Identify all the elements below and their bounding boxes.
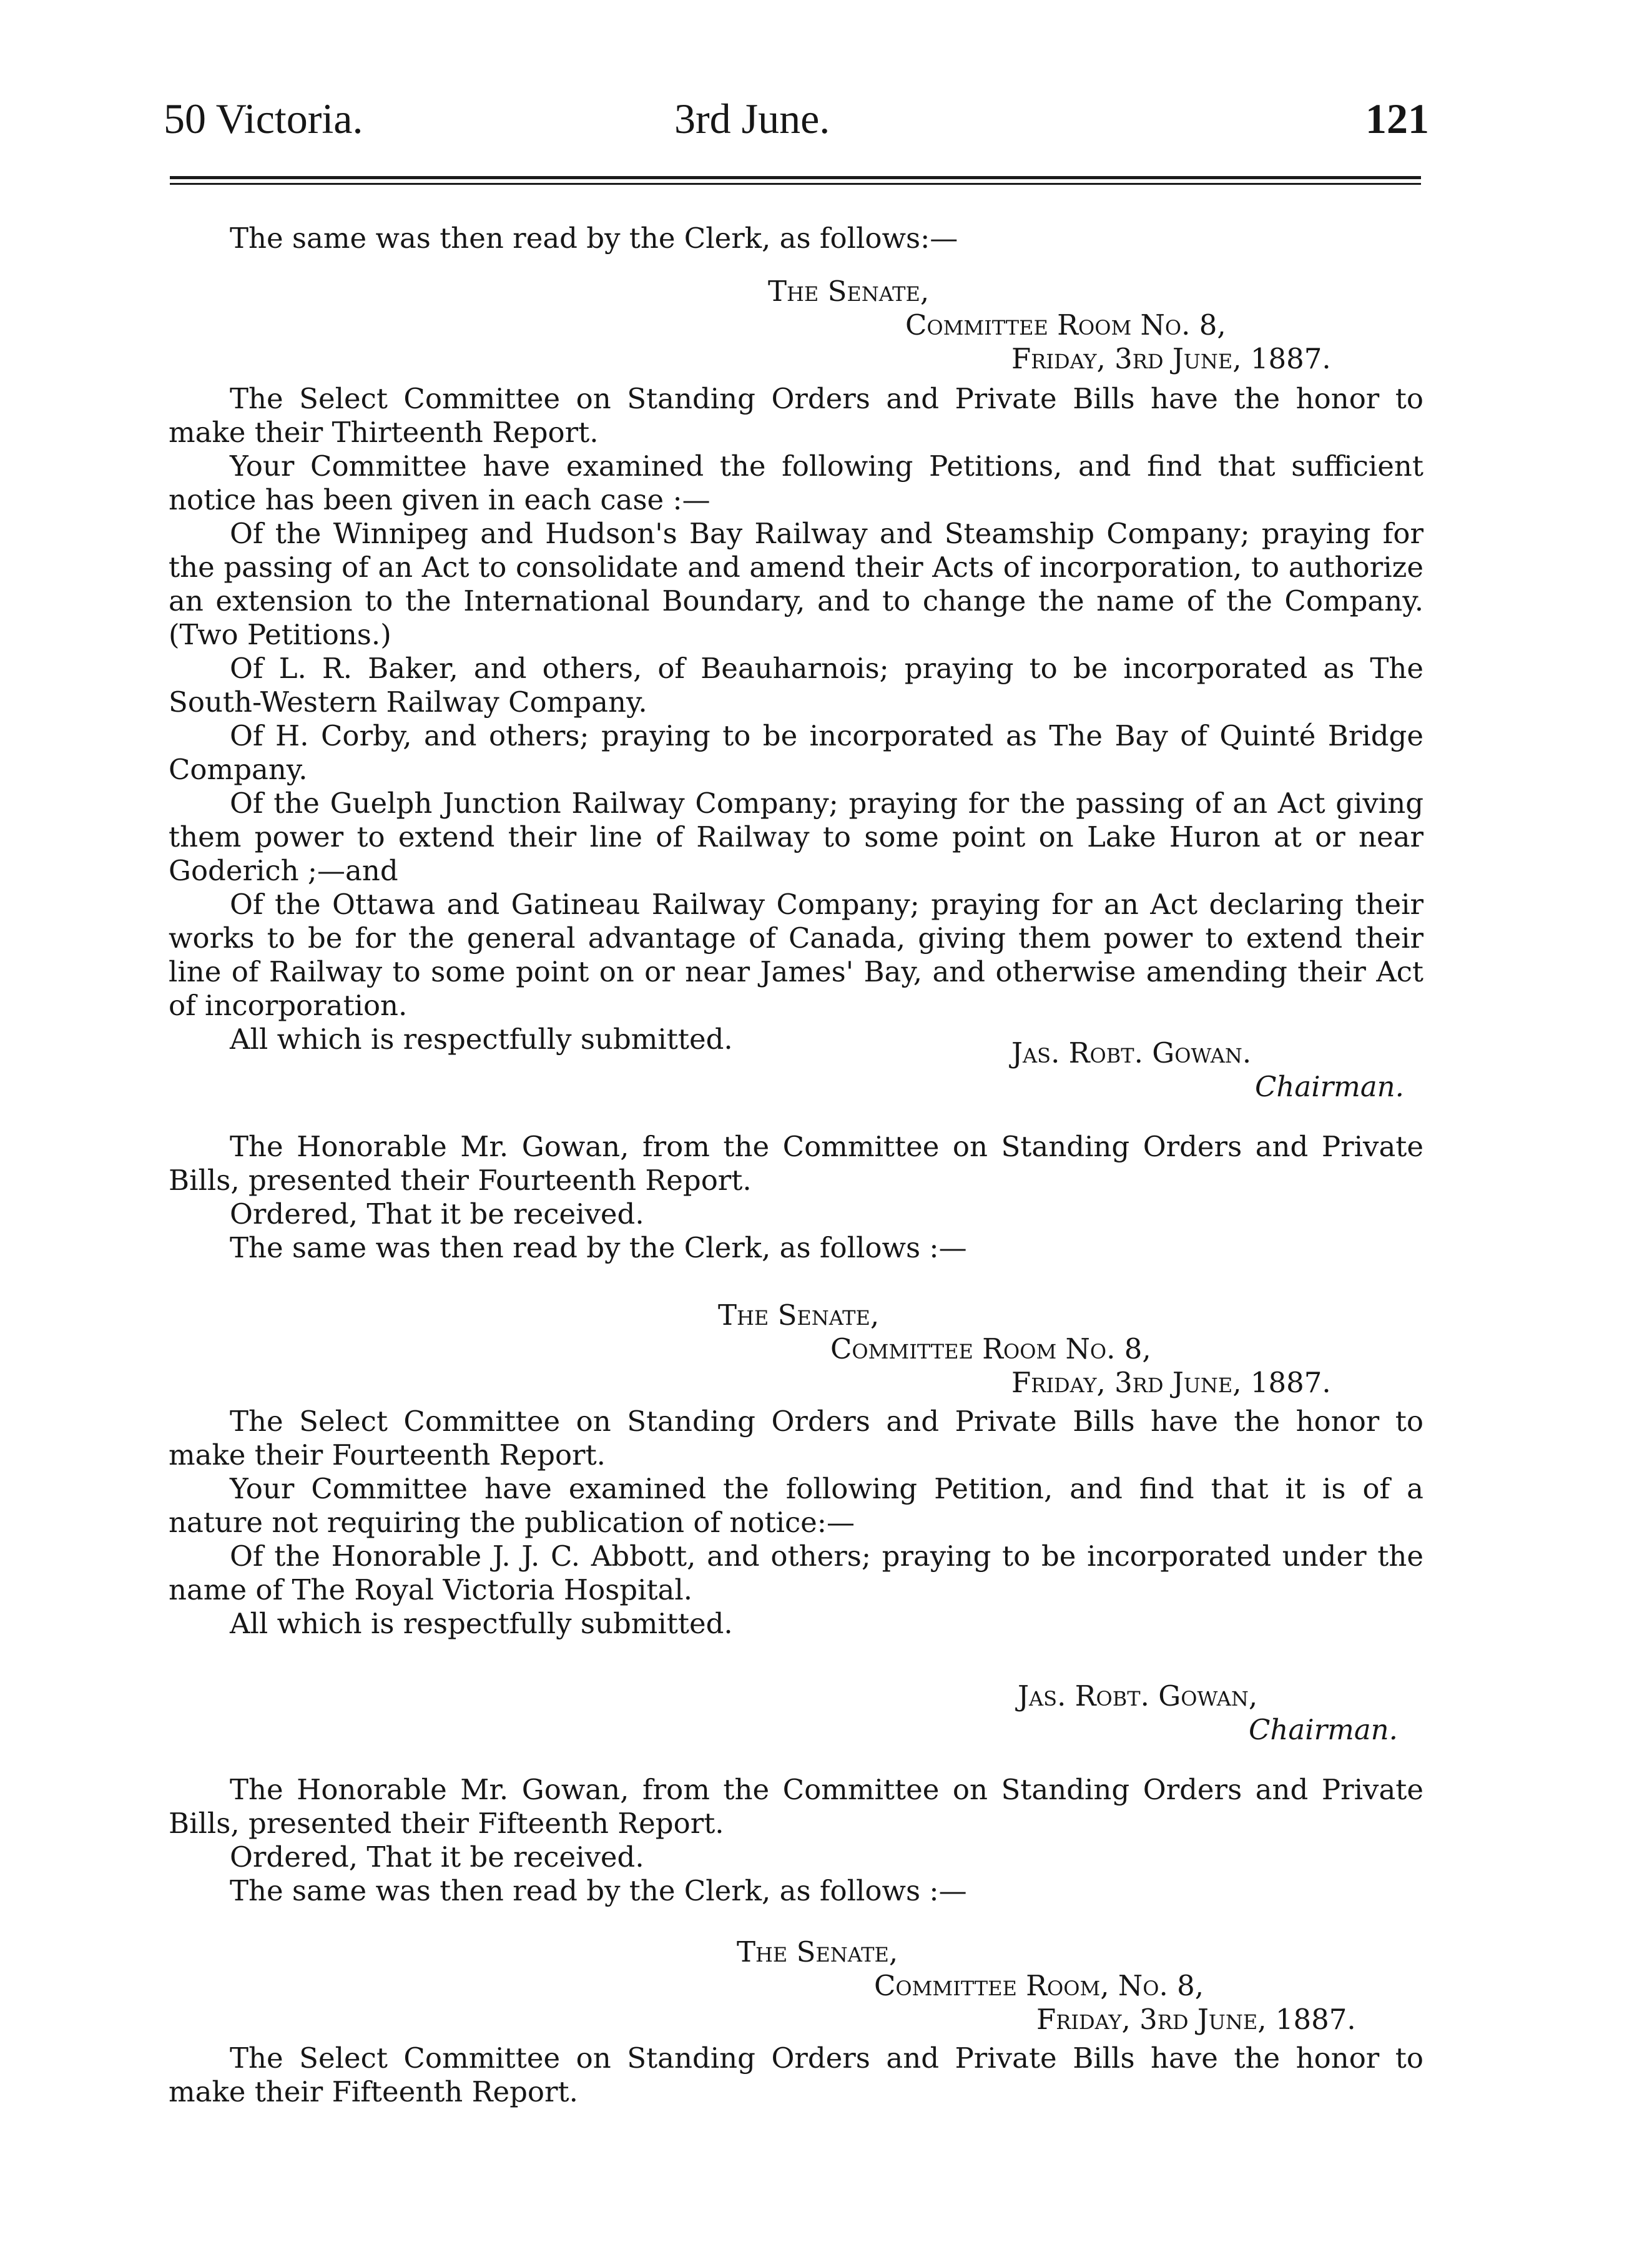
- report13-para-1: The Select Committee on Standing Orders and Private Bills have the honor to make their Thirteenth Report.: [169, 382, 1423, 449]
- report13-para-6: Of the Guelph Junction Railway Company; praying for the passing of an Act giving them power to extend their line of Railway to some point on Lake Huron at or near Goderich ;—and: [169, 787, 1423, 887]
- report13-para-8: All which is respectfully submitted.: [230, 1023, 733, 1056]
- report13-para-7: Of the Ottawa and Gatineau Railway Company; praying for an Act declaring their works to be for the general advantage of Canada, giving them power to extend their line of Railway to some point on or near James' Bay, and otherwise amending their Act of incorporation.: [169, 888, 1423, 1022]
- report13-heading-date: Friday, 3rd June, 1887.: [1011, 342, 1331, 375]
- report14-presentation: [169, 1130, 1423, 1265]
- report14-signature: [169, 1679, 1423, 1747]
- report15-heading-date: Friday, 3rd June, 1887.: [1036, 2003, 1356, 2036]
- header-rule-thin: [170, 183, 1421, 185]
- report13-para-4: Of L. R. Baker, and others, of Beauharnois; praying to be incorporated as The South-Western Railway Company.: [169, 652, 1423, 719]
- report13-signature: [169, 1036, 1423, 1104]
- report15-presentation: [169, 1773, 1423, 1908]
- report14-para-2: Your Committee have examined the following Petition, and find that it is of a nature not requiring the publication of notice:—: [169, 1472, 1423, 1539]
- report14-ordered: Ordered, That it be received.: [230, 1197, 644, 1231]
- report15-heading: [169, 1935, 1423, 2037]
- report14-para-3: Of the Honorable J. J. C. Abbott, and others; praying to be incorporated under the name of The Royal Victoria Hospital.: [169, 1540, 1423, 1606]
- report13-body: [169, 382, 1423, 1056]
- report15-ordered: Ordered, That it be received.: [230, 1840, 644, 1874]
- report14-presented: The Honorable Mr. Gowan, from the Committee on Standing Orders and Private Bills, presented their Fourteenth Report.: [169, 1130, 1423, 1197]
- report13-para-3: Of the Winnipeg and Hudson's Bay Railway and Steamship Company; praying for the passing of an Act to consolidate and amend their Acts of incorporation, to authorize an extension to the International Boundary, and to change the name of the Company. (Two Petitions.): [169, 517, 1423, 651]
- report13-para-2: Your Committee have examined the following Petitions, and find that sufficient notice has been given in each case :—: [169, 450, 1423, 516]
- report15-heading-room: Committee Room, No. 8,: [874, 1969, 1204, 2002]
- report13-heading-senate: The Senate,: [768, 275, 930, 308]
- report14-para-4: All which is respectfully submitted.: [230, 1607, 733, 1640]
- report15-presented: The Honorable Mr. Gowan, from the Committee on Standing Orders and Private Bills, presented their Fifteenth Report.: [169, 1773, 1423, 1840]
- report14-heading-room: Committee Room No. 8,: [830, 1332, 1151, 1365]
- report14-para-1: The Select Committee on Standing Orders and Private Bills have the honor to make their Fourteenth Report.: [169, 1405, 1423, 1472]
- report13-heading: [169, 275, 1423, 376]
- report14-heading: [169, 1299, 1423, 1400]
- report13-intro: The same was then read by the Clerk, as follows:—: [230, 222, 958, 255]
- report14-heading-date: Friday, 3rd June, 1887.: [1011, 1366, 1331, 1399]
- report15-read: The same was then read by the Clerk, as follows :—: [230, 1874, 967, 1907]
- report15-body: [169, 2041, 1423, 2109]
- page-number: 121: [1365, 95, 1429, 142]
- header-session: 50 Victoria.: [164, 95, 363, 142]
- report14-read: The same was then read by the Clerk, as follows :—: [230, 1231, 967, 1264]
- report13-heading-room: Committee Room No. 8,: [905, 308, 1226, 341]
- report13-signature-title: Chairman.: [1255, 1070, 1404, 1103]
- report14-heading-senate: The Senate,: [718, 1299, 880, 1332]
- header-date: 3rd June.: [674, 95, 830, 142]
- header-rule-thick: [170, 176, 1421, 179]
- report13-para-5: Of H. Corby, and others; praying to be incorporated as The Bay of Quinté Bridge Company.: [169, 719, 1423, 786]
- report15-heading-senate: The Senate,: [737, 1935, 898, 1968]
- report14-body: [169, 1405, 1423, 1641]
- report13-signature-name: Jas. Robt. Gowan.: [1011, 1036, 1252, 1069]
- report14-signature-title: Chairman.: [1249, 1713, 1398, 1746]
- report14-signature-name: Jas. Robt. Gowan,: [1018, 1679, 1258, 1712]
- report15-para-1: The Select Committee on Standing Orders and Private Bills have the honor to make their Fifteenth Report.: [169, 2041, 1423, 2108]
